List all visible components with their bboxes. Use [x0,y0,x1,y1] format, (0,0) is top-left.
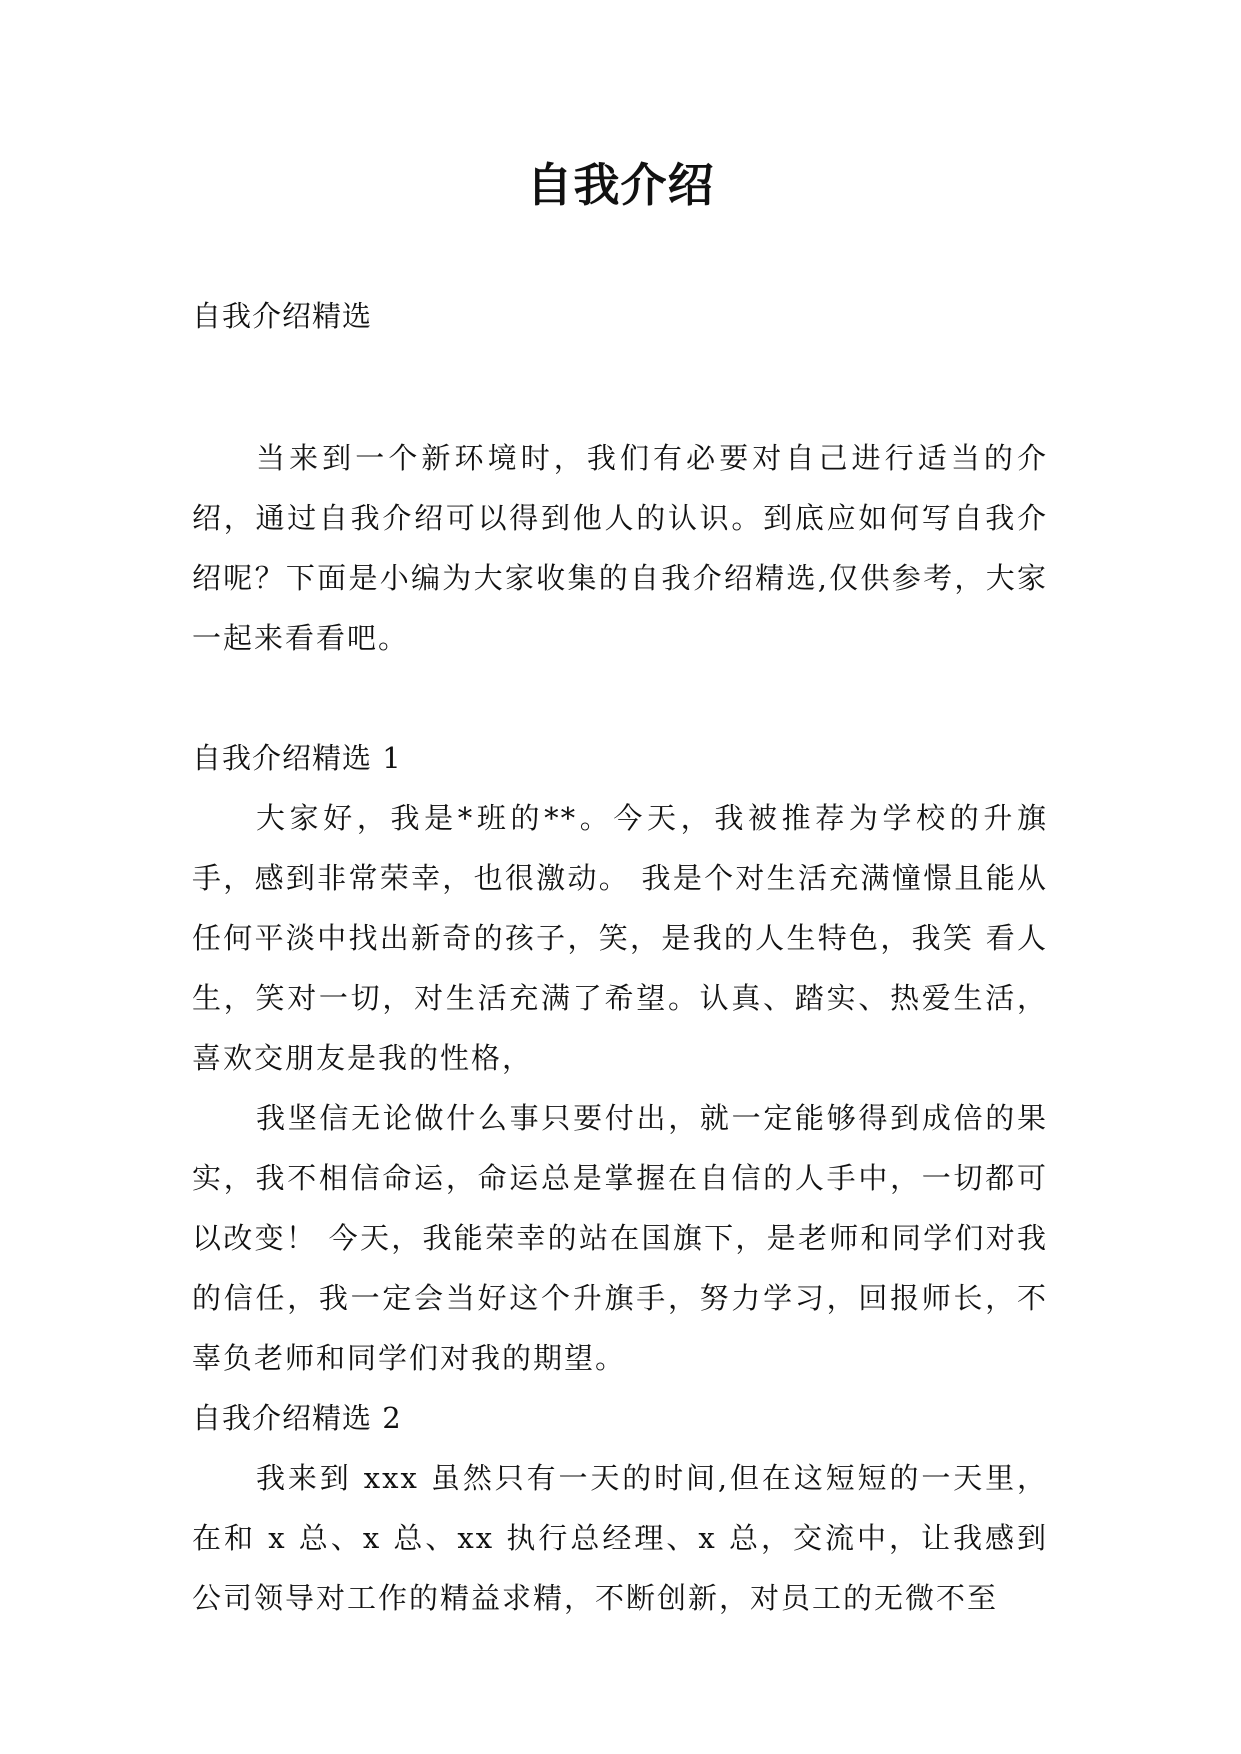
section-2 [192,1388,1048,1628]
section-paragraph: 大家好，我是*班的**。今天，我被推荐为学校的升旗手，感到非常荣幸，也很激动。 我是个对生活充满憧憬且能从任何平淡中找出新奇的孩子，笑，是我的人生特色，我笑 看人生，笑对一切，对生活充满了希望。认真、踏实、热爱生活，喜欢交朋友是我的性格， [192,801,1048,1075]
intro-paragraph: 当来到一个新环境时，我们有必要对自己进行适当的介绍，通过自我介绍可以得到他人的认识。到底应如何写自我介绍呢？下面是小编为大家收集的自我介绍精选,仅供参考，大家一起来看看吧。 [192,441,1048,655]
document-body [192,286,1048,1628]
section-heading: 自我介绍精选 1 [192,741,402,775]
section-paragraph: 我坚信无论做什么事只要付出，就一定能够得到成倍的果实，我不相信命运，命运总是掌握在自信的人手中，一切都可以改变！ 今天，我能荣幸的站在国旗下，是老师和同学们对我的信任，我一定会当好这个升旗手，努力学习，回报师长，不辜负老师和同学们对我的期望。 [192,1101,1048,1375]
section-paragraph: 我来到 xxx 虽然只有一天的时间,但在这短短的一天里，在和 x 总、x 总、xx 执行总经理、x 总，交流中，让我感到公司领导对工作的精益求精，不断创新，对员工的无微不至 [192,1461,1048,1615]
document-title: 自我介绍 [526,158,715,212]
section-1 [192,728,1048,1388]
section-heading: 自我介绍精选 2 [192,1401,402,1435]
document-subtitle: 自我介绍精选 [192,299,373,333]
